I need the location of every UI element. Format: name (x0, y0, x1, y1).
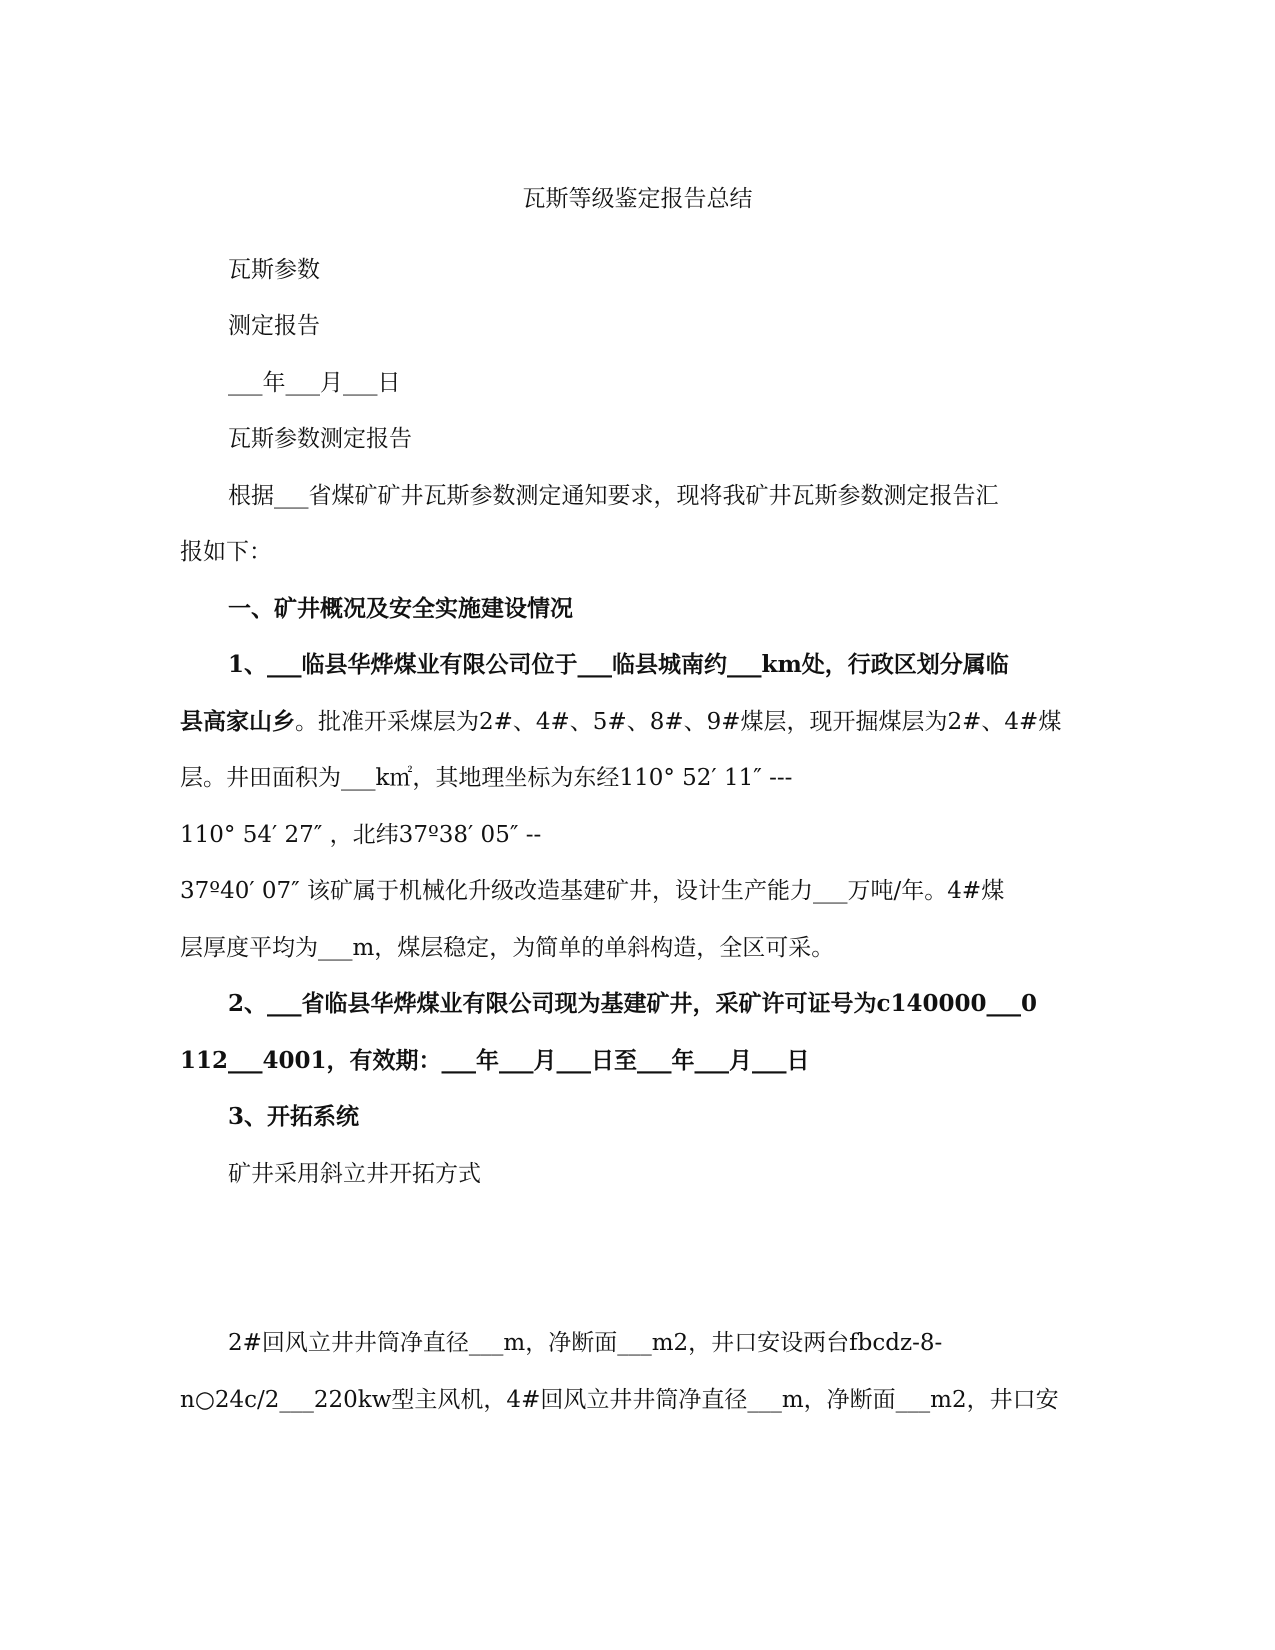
report-date: ___年___月___日 (228, 370, 401, 396)
heading-measurement-report: 测定报告 (228, 313, 320, 339)
report-subtitle: 瓦斯参数测定报告 (228, 426, 412, 452)
document-title: 瓦斯等级鉴定报告总结 (522, 186, 753, 212)
item-3-heading: 3、开拓系统 (228, 1103, 360, 1130)
ventilation-line-2: n○24c/2___220kw型主风机，4#回风立井井筒净直径___m，净断面___m2，井口安 (180, 1387, 1059, 1413)
item-1-line-6: 层厚度平均为___m，煤层稳定，为简单的单斜构造，全区可采。 (180, 935, 835, 961)
item-1-line-5: 37º40′ 07″ 该矿属于机械化升级改造基建矿井，设计生产能力___万吨/年。4#煤 (180, 878, 1005, 904)
paragraph-intro-line-1: 根据___省煤矿矿井瓦斯参数测定通知要求，现将我矿井瓦斯参数测定报告汇 (228, 483, 999, 509)
item-1-line-3: 层。井田面积为___k㎡，其地理坐标为东经110° 52′ 11″ --- (180, 765, 793, 791)
ventilation-line-1: 2#回风立井井筒净直径___m，净断面___m2，井口安设两台fbcdz-8- (228, 1330, 943, 1356)
item-2-line-2: 112___4001，有效期：___年___月___日至___年___月___日 (180, 1047, 810, 1074)
item-2-line-1: 2、___省临县华烨煤业有限公司现为基建矿井，采矿许可证号为c140000___0 (228, 990, 1038, 1017)
section-heading-mine-overview: 一、矿井概况及安全实施建设情况 (228, 595, 573, 622)
heading-gas-parameters: 瓦斯参数 (228, 257, 320, 283)
item-1-line-1: 1、___临县华烨煤业有限公司位于___临县城南约___km处，行政区划分属临 (228, 651, 1009, 678)
paragraph-intro-line-2: 报如下： (180, 539, 272, 565)
item-1-line-2-rest: 。批准开采煤层为2#、4#、5#、8#、9#煤层，现开掘煤层为2#、4#煤 (295, 709, 1062, 735)
item-1-line-2 (180, 707, 1061, 737)
item-3-line-1: 矿井采用斜立井开拓方式 (228, 1161, 481, 1187)
item-1-line-2-bold: 县高家山乡 (180, 708, 295, 735)
item-1-line-4: 110° 54′ 27″ ，北纬37º38′ 05″ -- (180, 822, 542, 848)
